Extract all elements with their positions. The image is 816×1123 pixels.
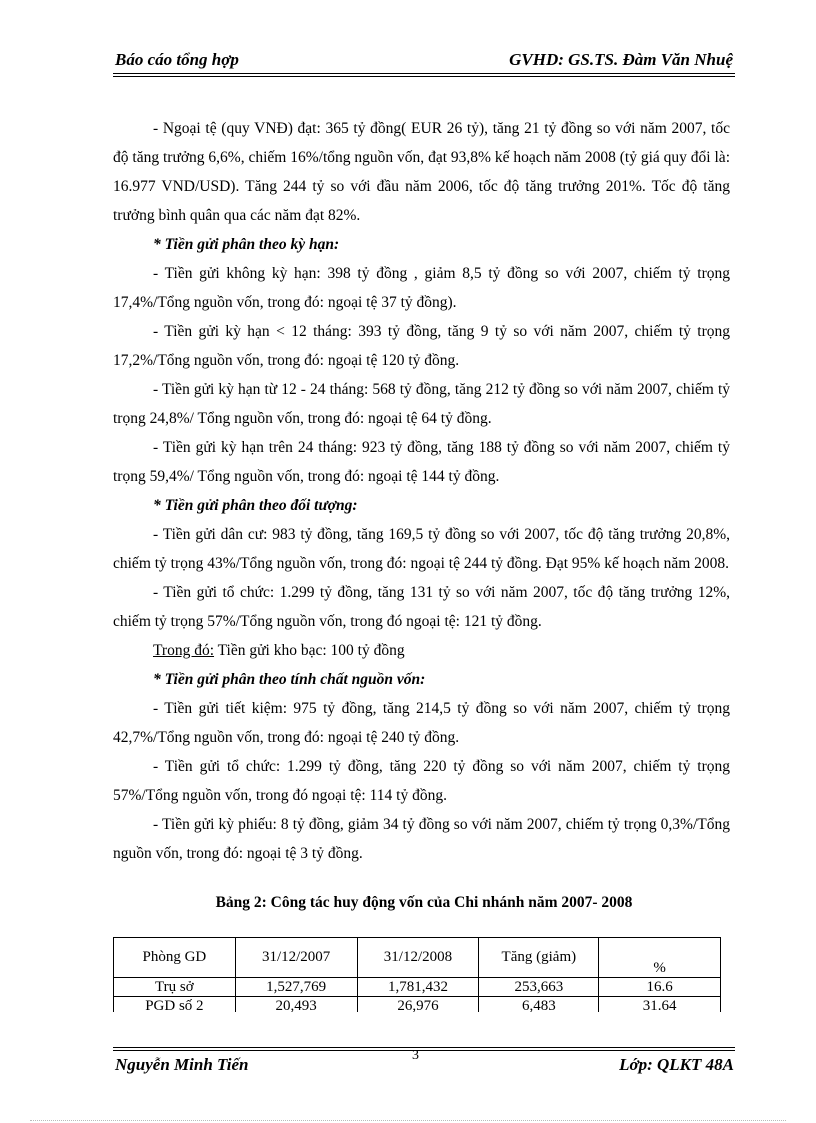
page-edge-divider [30, 1120, 786, 1121]
header-title: Báo cáo tổng hợp [115, 50, 239, 69]
table-header-row [114, 938, 721, 978]
cell: 1,527,769 [235, 978, 357, 997]
capital-mobilization-table [113, 937, 721, 1012]
paragraph-organizations: - Tiền gửi tổ chức: 1.299 tỷ đồng, tăng 131 tỷ so với năm 2007, tốc độ tăng trưởng 12%, chiếm tỷ trọng 57%/Tổng nguồn vốn, trong đó ngoại tệ: 121 tỷ đồng. [113, 584, 730, 630]
paragraph-treasury-note [113, 636, 730, 665]
paragraph-term-12-24: - Tiền gửi kỳ hạn từ 12 - 24 tháng: 568 tỷ đồng, tăng 212 tỷ đồng so với năm 2007, chiếm tỷ trọng 24,8%/ Tổng nguồn vốn, trong đó: ngoại tệ 64 tỷ đồng. [113, 381, 730, 427]
cell: 6,483 [479, 997, 599, 1013]
table-row [114, 997, 721, 1013]
heading-by-subject: * Tiền gửi phân theo đối tượng: [153, 497, 358, 514]
report-body [113, 114, 730, 868]
paragraph-organizations-2: - Tiền gửi tổ chức: 1.299 tỷ đồng, tăng 220 tỷ đồng so với năm 2007, chiếm tỷ trọng 57%/Tổng nguồn vốn, trong đó ngoại tệ: 114 tỷ đồng. [113, 758, 730, 804]
cell: 20,493 [235, 997, 357, 1013]
page-header [113, 50, 735, 72]
paragraph-foreign-currency: - Ngoại tệ (quy VNĐ) đạt: 365 tỷ đồng( EUR 26 tỷ), tăng 21 tỷ đồng so với năm 2007, tốc độ tăng trưởng 6,6%, chiếm 16%/tổng nguồn vốn, đạt 93,8% kế hoạch năm 2008 (tỷ giá quy đổi là: 16.977 VND/USD). Tăng 244 tỷ so với đầu năm 2006, tốc độ tăng trưởng 201%. Tốc độ tăng trưởng bình quân qua các năm đạt 82%. [113, 120, 730, 224]
heading-by-nature: * Tiền gửi phân theo tính chất nguồn vốn: [153, 671, 426, 688]
th-2008: 31/12/2008 [357, 938, 479, 978]
footer-rule [113, 1047, 735, 1048]
header-supervisor: GVHD: GS.TS. Đàm Văn Nhuệ [509, 50, 733, 69]
cell: Trụ sở [114, 978, 236, 997]
th-branch: Phòng GD [114, 938, 236, 978]
paragraph-residents: - Tiền gửi dân cư: 983 tỷ đồng, tăng 169,5 tỷ đồng so với 2007, tốc độ tăng trưởng 20,8%, chiếm tỷ trọng 43%/Tổng nguồn vốn, trong đó: ngoại tệ 244 tỷ đồng. Đạt 95% kế hoạch năm 2008. [113, 526, 730, 572]
cell: 253,663 [479, 978, 599, 997]
cell: 16.6 [599, 978, 721, 997]
footer-class: Lớp: QLKT 48A [619, 1055, 734, 1074]
footer-author: Nguyễn Minh Tiến [115, 1055, 249, 1074]
cell: 26,976 [357, 997, 479, 1013]
header-rule-double [113, 76, 735, 77]
table-row [114, 978, 721, 997]
paragraph-savings: - Tiền gửi tiết kiệm: 975 tỷ đồng, tăng 214,5 tỷ đồng so với năm 2007, chiếm tỷ trọng 42,7%/Tổng nguồn vốn, trong đó: ngoại tệ 240 tỷ đồng. [113, 700, 730, 746]
paragraph-term-under-12: - Tiền gửi kỳ hạn < 12 tháng: 393 tỷ đồng, tăng 9 tỷ so với năm 2007, chiếm tỷ trọng 17,2%/Tổng nguồn vốn, trong đó: ngoại tệ 120 tỷ đồng. [113, 323, 730, 369]
cell: 1,781,432 [357, 978, 479, 997]
header-rule [113, 73, 735, 74]
note-text: Tiền gửi kho bạc: 100 tỷ đồng [214, 642, 405, 659]
paragraph-no-term: - Tiền gửi không kỳ hạn: 398 tỷ đồng , giảm 8,5 tỷ đồng so với 2007, chiếm tỷ trọng 17,4%/Tổng nguồn vốn, trong đó: ngoại tệ 37 tỷ đồng). [113, 265, 730, 311]
cell: PGD số 2 [114, 997, 236, 1013]
paragraph-term-over-24: - Tiền gửi kỳ hạn trên 24 tháng: 923 tỷ đồng, tăng 188 tỷ đồng so với năm 2007, chiếm tỷ trọng 59,4%/ Tổng nguồn vốn, trong đó: ngoại tệ 144 tỷ đồng. [113, 439, 730, 485]
th-percent: % [599, 938, 721, 978]
page-number: 3 [412, 1048, 419, 1063]
note-label: Trong đó: [153, 642, 215, 659]
cell: 31.64 [599, 997, 721, 1013]
heading-by-term: * Tiền gửi phân theo kỳ hạn: [153, 236, 340, 253]
th-2007: 31/12/2007 [235, 938, 357, 978]
capital-table-wrap [113, 937, 721, 1012]
footer-rule-double [113, 1050, 735, 1051]
th-change: Tăng (giảm) [479, 938, 599, 978]
table-caption: Bảng 2: Công tác huy động vốn của Chi nhánh năm 2007- 2008 [215, 894, 633, 911]
paragraph-promissory: - Tiền gửi kỳ phiếu: 8 tỷ đồng, giảm 34 tỷ đồng so với năm 2007, chiếm tỷ trọng 0,3%/Tổng nguồn vốn, trong đó: ngoại tệ 3 tỷ đồng. [113, 816, 730, 862]
